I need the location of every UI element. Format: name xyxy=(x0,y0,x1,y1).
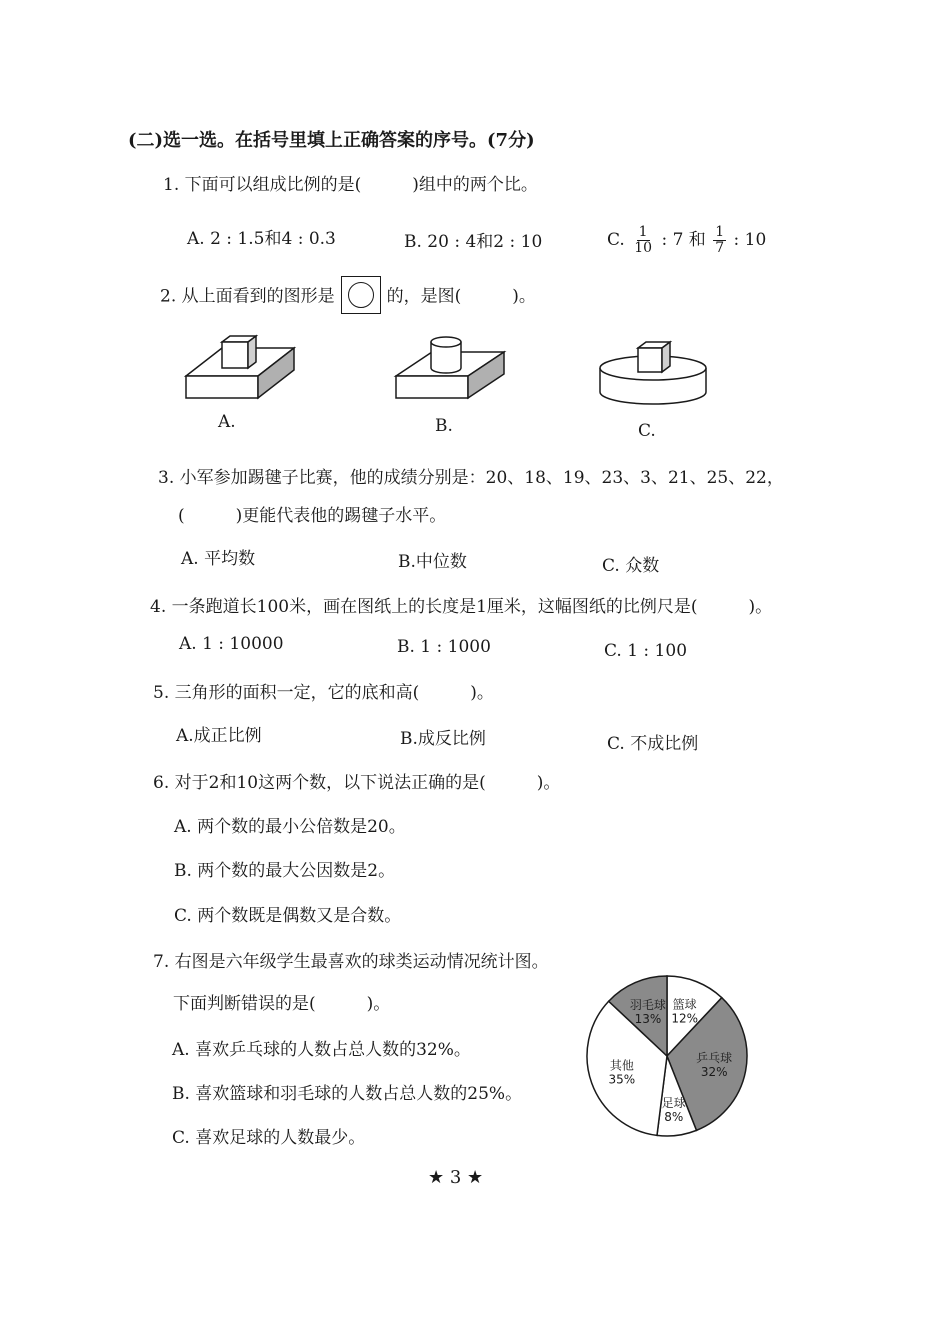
fraction-denominator: 7 xyxy=(715,240,725,256)
question-5-stem: 5. 三角形的面积一定，它的底和高( )。 xyxy=(153,683,494,703)
question-7-sub-stem: 下面判断错误的是( )。 xyxy=(173,994,391,1014)
question-5-option-c: C. 不成比例 xyxy=(607,734,699,754)
pie-label-football: 足球 xyxy=(661,1095,686,1110)
pie-label-table-tennis: 乒乓球 xyxy=(696,1050,733,1065)
question-1-option-a: A. 2 : 1.5和4 : 0.3 xyxy=(187,229,336,249)
question-3-option-b: B.中位数 xyxy=(398,552,467,572)
pie-value-football: 8% xyxy=(664,1109,684,1124)
question-7-option-a: A. 喜欢乒乓球的人数占总人数的32%。 xyxy=(172,1040,471,1060)
fraction-one-tenth xyxy=(632,225,654,256)
question-4-option-c: C. 1 : 100 xyxy=(604,641,688,661)
figure-a-slab-with-cube xyxy=(186,336,294,398)
question-5-option-a: A.成正比例 xyxy=(176,726,262,746)
question-3-stem-line1: 3. 小军参加踢毽子比赛，他的成绩分别是：20、18、19、23、3、21、25、22， xyxy=(158,468,784,488)
page-number-footer: ★ 3 ★ xyxy=(428,1167,484,1188)
pie-value-basketball: 12% xyxy=(671,1011,699,1026)
question-5-option-b: B.成反比例 xyxy=(400,729,486,749)
section-title: (二)选一选。在括号里填上正确答案的序号。(7分) xyxy=(128,130,535,151)
figure-b-label: B. xyxy=(435,416,453,436)
question-4-stem: 4. 一条跑道长100米，画在图纸上的长度是1厘米，这幅图纸的比例尺是( )。 xyxy=(150,597,773,617)
pie-value-other: 35% xyxy=(608,1072,636,1087)
pie-chart xyxy=(580,968,760,1148)
option-c-prefix: C. xyxy=(607,230,625,250)
question-1-stem: 1. 下面可以组成比例的是( )组中的两个比。 xyxy=(163,175,538,195)
figure-c-label: C. xyxy=(638,421,656,441)
top-view-square-circle-icon xyxy=(341,276,381,314)
question-7-option-c: C. 喜欢足球的人数最少。 xyxy=(172,1128,366,1148)
question-1-option-c xyxy=(607,225,766,256)
fraction-numerator: 1 xyxy=(638,224,648,240)
option-c-middle: : 7 和 xyxy=(661,230,706,250)
question-6-option-c: C. 两个数既是偶数又是合数。 xyxy=(174,906,402,926)
question-1-option-b: B. 20 : 4和2 : 10 xyxy=(404,232,543,252)
fraction-numerator: 1 xyxy=(715,224,725,240)
fraction-one-seventh xyxy=(713,225,726,256)
question-2-stem-prefix: 2. 从上面看到的图形是 xyxy=(160,286,335,307)
question-3-stem-line2: ( )更能代表他的踢毽子水平。 xyxy=(178,506,447,526)
question-3-option-a: A. 平均数 xyxy=(181,549,256,569)
question-3-option-c: C. 众数 xyxy=(602,556,660,576)
pie-label-basketball: 篮球 xyxy=(672,997,697,1012)
pie-label-badminton: 羽毛球 xyxy=(629,997,666,1012)
pie-label-other: 其他 xyxy=(609,1058,634,1073)
question-6-option-b: B. 两个数的最大公因数是2。 xyxy=(174,861,396,881)
question-6-stem: 6. 对于2和10这两个数，以下说法正确的是( )。 xyxy=(153,773,561,793)
question-6-option-a: A. 两个数的最小公倍数是20。 xyxy=(174,817,406,837)
question-4-option-b: B. 1 : 1000 xyxy=(397,637,491,657)
figure-a-label: A. xyxy=(218,412,236,432)
question-2-stem-suffix: 的，是图( )。 xyxy=(386,286,536,307)
figure-c-disk-with-cube xyxy=(600,342,706,404)
option-c-suffix: : 10 xyxy=(733,230,767,250)
question-7-stem: 7. 右图是六年级学生最喜欢的球类运动情况统计图。 xyxy=(153,952,549,972)
question-4-option-a: A. 1 : 10000 xyxy=(179,634,284,654)
pie-value-badminton: 13% xyxy=(634,1011,662,1026)
pie-value-table-tennis: 32% xyxy=(700,1064,728,1079)
question-7-option-b: B. 喜欢篮球和羽毛球的人数占总人数的25%。 xyxy=(172,1084,523,1104)
fraction-denominator: 10 xyxy=(634,240,653,256)
figure-b-slab-with-cylinder xyxy=(396,337,504,398)
question-2-stem xyxy=(160,278,536,316)
